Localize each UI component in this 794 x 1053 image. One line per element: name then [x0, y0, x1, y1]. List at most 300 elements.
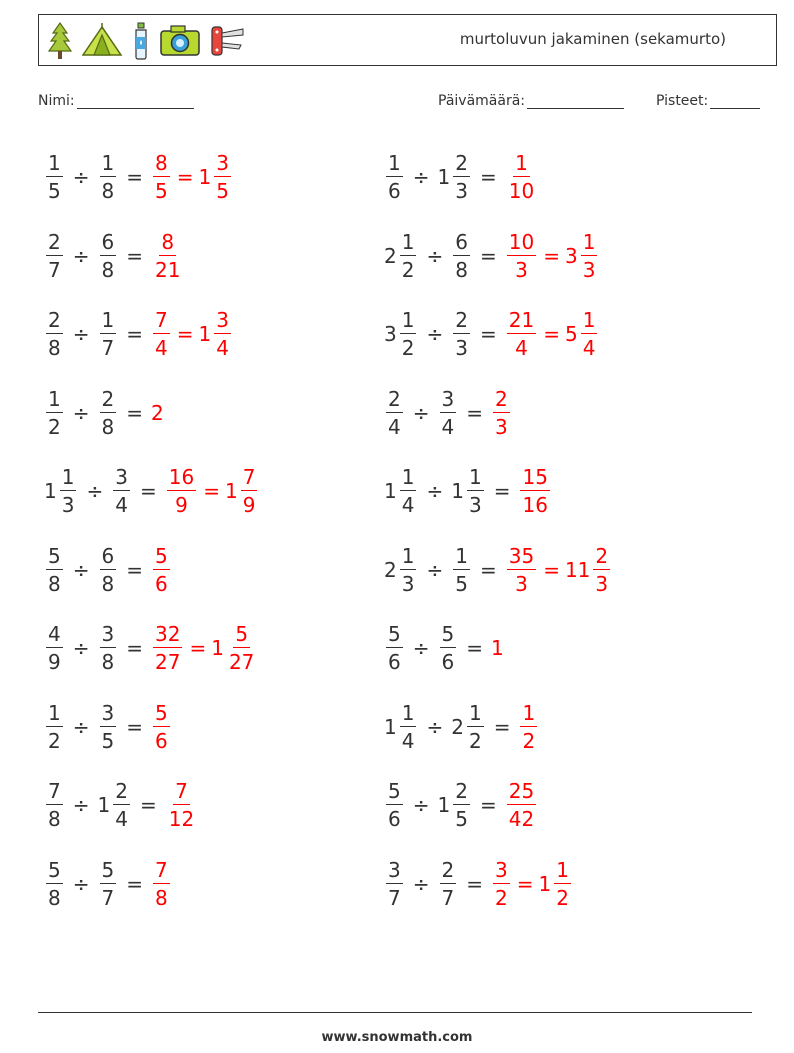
answer-integer: 1 [491, 636, 504, 660]
equals-sign: = [479, 165, 497, 189]
numerator: 1 [582, 308, 596, 332]
divisor [98, 386, 119, 439]
problem-row [44, 535, 172, 605]
equals-sign: = [139, 479, 157, 503]
denominator: 27 [228, 650, 255, 674]
problem-row [44, 142, 233, 212]
numerator: 5 [388, 779, 401, 803]
whole-number: 1 [97, 793, 111, 817]
numerator: 3 [101, 622, 115, 646]
denominator: 6 [155, 571, 168, 596]
fraction [440, 386, 457, 439]
dividend [384, 229, 418, 282]
equals-sign: = [543, 557, 560, 582]
fraction [493, 857, 510, 910]
problem-row [384, 692, 539, 762]
equals-sign: = [126, 636, 143, 660]
numerator: 6 [101, 543, 115, 568]
fraction [453, 229, 470, 282]
denominator: 4 [388, 414, 401, 439]
denominator: 8 [101, 414, 115, 439]
denominator: 2 [522, 728, 536, 753]
equals-sign: = [516, 871, 534, 896]
dividend [44, 229, 65, 282]
numerator: 2 [388, 386, 401, 411]
denominator: 2 [48, 414, 61, 439]
denominator: 3 [455, 336, 468, 360]
problem-row [44, 299, 233, 369]
dividend [384, 857, 405, 910]
fraction [153, 624, 182, 672]
fraction [153, 153, 170, 201]
answer-fraction [505, 229, 538, 282]
divisor [451, 467, 485, 515]
equals-sign: = [126, 400, 143, 425]
answer-fraction [151, 700, 172, 753]
fraction [214, 153, 231, 201]
denominator: 8 [48, 571, 61, 596]
fraction [46, 229, 63, 282]
answer-fraction [505, 310, 538, 358]
numerator: 2 [595, 543, 609, 568]
fraction [386, 153, 403, 201]
fraction [507, 153, 536, 201]
header-icons [47, 21, 245, 61]
numerator: 5 [48, 543, 61, 568]
problem-row [384, 770, 538, 840]
whole-number: 1 [198, 165, 212, 189]
divide-sign: ÷ [72, 714, 90, 739]
equals-sign: = [479, 793, 497, 817]
equals-sign: = [466, 871, 483, 896]
date-blank[interactable] [527, 94, 624, 109]
divisor [451, 310, 472, 358]
denominator: 8 [455, 257, 468, 282]
denominator: 5 [155, 179, 168, 203]
numerator: 3 [388, 857, 401, 882]
fraction [100, 543, 117, 596]
fraction [520, 467, 549, 515]
denominator: 5 [101, 728, 115, 753]
equals-sign: = [126, 322, 143, 346]
fraction [214, 310, 231, 358]
fraction [453, 310, 470, 358]
numerator: 2 [441, 857, 455, 882]
fraction [100, 229, 117, 282]
denominator: 4 [155, 336, 168, 360]
score-label: Pisteet: [656, 93, 709, 109]
fraction [100, 857, 117, 910]
equals-sign: = [176, 165, 194, 189]
divide-sign: ÷ [412, 165, 430, 189]
problem-row [384, 299, 599, 369]
numerator: 2 [455, 308, 468, 332]
denominator: 7 [441, 885, 455, 910]
whole-number: 1 [437, 793, 451, 817]
divide-sign: ÷ [426, 479, 444, 503]
fraction [386, 386, 403, 439]
problem-row [384, 221, 599, 291]
numerator: 2 [48, 308, 61, 332]
tent-icon [81, 21, 123, 61]
denominator: 2 [401, 257, 415, 282]
answer-fraction [151, 543, 172, 596]
whole-number: 1 [451, 479, 464, 503]
denominator: 4 [401, 728, 415, 753]
whole-number: 1 [224, 479, 238, 503]
dividend [44, 700, 65, 753]
denominator: 6 [441, 650, 455, 674]
answer-fraction [505, 781, 538, 829]
fraction [100, 153, 117, 201]
fraction [386, 781, 403, 829]
equals-sign: = [493, 479, 511, 503]
divide-sign: ÷ [426, 322, 444, 346]
divisor [98, 700, 119, 753]
problem-row [44, 770, 198, 840]
fraction [46, 386, 63, 439]
whole-number: 1 [384, 479, 397, 503]
numerator: 3 [495, 857, 508, 882]
denominator: 5 [455, 571, 468, 596]
divide-sign: ÷ [72, 400, 90, 425]
date-field [438, 93, 624, 109]
fraction [453, 543, 470, 596]
divisor [98, 543, 119, 596]
numerator: 3 [101, 700, 115, 725]
fraction [467, 467, 484, 515]
fraction [46, 700, 63, 753]
name-label: Nimi: [38, 93, 75, 109]
numerator: 21 [508, 308, 535, 332]
equals-sign: = [126, 871, 143, 896]
problem-row [384, 378, 512, 448]
equals-sign: = [543, 322, 560, 346]
numerator: 4 [48, 622, 61, 646]
denominator: 2 [556, 885, 569, 910]
divide-sign: ÷ [426, 714, 444, 739]
problem-row [44, 613, 258, 683]
denominator: 8 [101, 571, 115, 596]
fraction [507, 543, 536, 596]
denominator: 42 [508, 807, 535, 831]
equals-sign: = [466, 400, 483, 425]
fraction [440, 624, 457, 672]
answer-fraction [491, 857, 512, 910]
numerator: 1 [61, 465, 75, 489]
divide-sign: ÷ [426, 243, 444, 268]
divide-sign: ÷ [412, 400, 430, 425]
numerator: 2 [115, 779, 128, 803]
denominator: 3 [595, 571, 609, 596]
whole-number: 2 [384, 243, 397, 268]
equals-sign: = [543, 243, 560, 268]
date-label: Päivämäärä: [438, 93, 525, 109]
whole-number: 11 [564, 557, 591, 582]
divide-sign: ÷ [412, 871, 430, 896]
denominator: 9 [48, 650, 61, 674]
denominator: 8 [101, 650, 115, 674]
dividend [384, 310, 418, 358]
answer-fraction [165, 467, 198, 515]
whole-number: 2 [384, 557, 397, 582]
equals-sign: = [479, 243, 497, 268]
denominator: 9 [175, 493, 188, 517]
whole-number: 5 [564, 322, 578, 346]
denominator: 27 [155, 650, 181, 674]
fraction [46, 153, 63, 201]
fraction [440, 857, 457, 910]
numerator: 1 [468, 465, 482, 489]
fraction [46, 310, 63, 358]
equals-sign: = [203, 479, 220, 503]
divisor [98, 310, 119, 358]
dividend [44, 781, 65, 829]
denominator: 5 [216, 179, 229, 203]
numerator: 1 [522, 700, 536, 725]
numerator: 2 [495, 386, 508, 411]
camera-icon [159, 21, 201, 61]
divisor [98, 857, 119, 910]
fraction [453, 781, 470, 829]
fraction [400, 467, 417, 515]
fraction [453, 153, 470, 201]
denominator: 16 [522, 493, 548, 517]
fraction [581, 310, 598, 358]
problem-row [44, 378, 164, 448]
problem-row [44, 456, 259, 526]
numerator: 6 [455, 229, 468, 254]
answer-fraction [151, 310, 172, 358]
worksheet-title: murtoluvun jakaminen (sekamurto) [459, 30, 726, 48]
divisor [438, 153, 472, 201]
fraction [153, 700, 170, 753]
divisor [98, 624, 119, 672]
answer-fraction [491, 386, 512, 439]
problem-row [384, 849, 573, 919]
numerator: 5 [441, 622, 455, 646]
whole-number: 2 [451, 714, 464, 739]
numerator: 3 [216, 151, 229, 175]
equals-sign: = [126, 557, 143, 582]
answer-fraction [518, 467, 551, 515]
dividend [384, 781, 405, 829]
fraction [153, 543, 170, 596]
equals-sign: = [126, 714, 143, 739]
answer-mixed [565, 310, 599, 358]
answer-mixed [564, 543, 612, 596]
tree-icon [47, 21, 73, 61]
fraction [153, 857, 170, 910]
whole-number: 1 [44, 479, 57, 503]
dividend [44, 310, 65, 358]
numerator: 1 [468, 700, 482, 725]
dividend [44, 624, 65, 672]
answer-integer: 2 [151, 400, 164, 425]
problem-row [384, 142, 538, 212]
fraction [593, 543, 610, 596]
numerator: 8 [155, 151, 168, 175]
denominator: 2 [495, 885, 508, 910]
dividend [384, 153, 405, 201]
header-box [38, 14, 777, 66]
denominator: 8 [48, 885, 61, 910]
numerator: 32 [155, 622, 181, 646]
numerator: 35 [508, 543, 535, 568]
fraction [507, 781, 536, 829]
denominator: 5 [455, 807, 468, 831]
dividend [384, 700, 418, 753]
fraction [60, 467, 77, 515]
numerator: 1 [48, 151, 61, 175]
denominator: 8 [48, 336, 61, 360]
divide-sign: ÷ [412, 793, 430, 817]
whole-number: 1 [538, 871, 552, 896]
equals-sign: = [479, 557, 497, 582]
answer-mixed [564, 229, 599, 282]
fraction [581, 229, 598, 282]
answer-fraction [151, 229, 184, 282]
fraction [46, 857, 63, 910]
divisor [451, 543, 472, 596]
fraction [507, 310, 536, 358]
fraction [554, 857, 571, 910]
name-blank[interactable] [77, 94, 194, 109]
numerator: 10 [508, 229, 535, 254]
numerator: 7 [242, 465, 256, 489]
score-blank[interactable] [710, 94, 760, 109]
denominator: 7 [48, 257, 61, 282]
numerator: 15 [522, 465, 548, 489]
denominator: 12 [168, 807, 195, 831]
fraction [100, 386, 117, 439]
whole-number: 1 [211, 636, 224, 660]
footer-url: www.snowmath.com [321, 1030, 473, 1045]
equals-sign: = [493, 714, 511, 739]
divide-sign: ÷ [72, 871, 90, 896]
fraction [400, 310, 417, 358]
denominator: 3 [61, 493, 75, 517]
answer-mixed [199, 310, 233, 358]
numerator: 7 [48, 779, 61, 803]
divide-sign: ÷ [412, 636, 430, 660]
divide-sign: ÷ [72, 793, 90, 817]
equals-sign: = [139, 793, 157, 817]
numerator: 3 [115, 465, 128, 489]
divide-sign: ÷ [72, 322, 90, 346]
numerator: 1 [401, 465, 415, 489]
denominator: 4 [582, 336, 596, 360]
answer-fraction [505, 153, 538, 201]
divisor [98, 781, 132, 829]
numerator: 2 [455, 151, 468, 175]
divisor [111, 467, 132, 515]
dividend [44, 467, 78, 515]
denominator: 6 [388, 807, 401, 831]
equals-sign: = [126, 165, 143, 189]
divisor [438, 386, 459, 439]
fraction [241, 467, 258, 515]
denominator: 3 [515, 571, 528, 596]
numerator: 1 [101, 151, 115, 175]
fraction [46, 781, 63, 829]
answer-mixed [199, 153, 233, 201]
fraction [400, 543, 417, 596]
numerator: 25 [508, 779, 535, 803]
dividend [384, 543, 418, 596]
denominator: 3 [515, 257, 528, 282]
numerator: 1 [401, 700, 415, 725]
numerator: 1 [401, 308, 415, 332]
fraction [113, 781, 130, 829]
numerator: 2 [48, 229, 61, 254]
denominator: 4 [115, 493, 128, 517]
fraction [46, 543, 63, 596]
denominator: 2 [48, 728, 61, 753]
divide-sign: ÷ [426, 557, 444, 582]
denominator: 4 [115, 807, 128, 831]
problem-row [44, 692, 172, 762]
problem-row [384, 456, 552, 526]
numerator: 1 [582, 229, 596, 254]
dividend [44, 386, 65, 439]
equals-sign: = [189, 636, 207, 660]
fraction [520, 700, 537, 753]
pocket-knife-icon [209, 21, 245, 61]
answer-mixed [225, 467, 259, 515]
denominator: 3 [401, 571, 415, 596]
answer-fraction [505, 543, 538, 596]
numerator: 1 [401, 543, 415, 568]
equals-sign: = [479, 322, 497, 346]
numerator: 1 [388, 151, 401, 175]
denominator: 10 [508, 179, 535, 203]
denominator: 8 [155, 885, 168, 910]
equals-sign: = [176, 322, 194, 346]
divide-sign: ÷ [72, 165, 90, 189]
numerator: 1 [556, 857, 569, 882]
denominator: 8 [48, 807, 61, 831]
answer-fraction [151, 153, 172, 201]
fraction [153, 310, 170, 358]
divide-sign: ÷ [72, 243, 90, 268]
name-field [38, 93, 194, 109]
denominator: 4 [441, 414, 455, 439]
numerator: 5 [388, 622, 401, 646]
numerator: 1 [48, 386, 61, 411]
denominator: 3 [455, 179, 468, 203]
fraction [100, 700, 117, 753]
divide-sign: ÷ [72, 636, 90, 660]
divisor [98, 229, 119, 282]
denominator: 2 [468, 728, 482, 753]
answer-fraction [165, 781, 198, 829]
answer-fraction [518, 700, 539, 753]
denominator: 7 [388, 885, 401, 910]
divide-sign: ÷ [86, 479, 104, 503]
fraction [493, 386, 510, 439]
denominator: 4 [216, 336, 229, 360]
footer-divider [38, 1012, 752, 1013]
denominator: 9 [242, 493, 256, 517]
dividend [384, 467, 418, 515]
divisor [98, 153, 119, 201]
dividend [384, 624, 405, 672]
fraction [227, 624, 256, 672]
numerator: 1 [455, 543, 468, 568]
numerator: 6 [101, 229, 115, 254]
numerator: 1 [401, 229, 415, 254]
